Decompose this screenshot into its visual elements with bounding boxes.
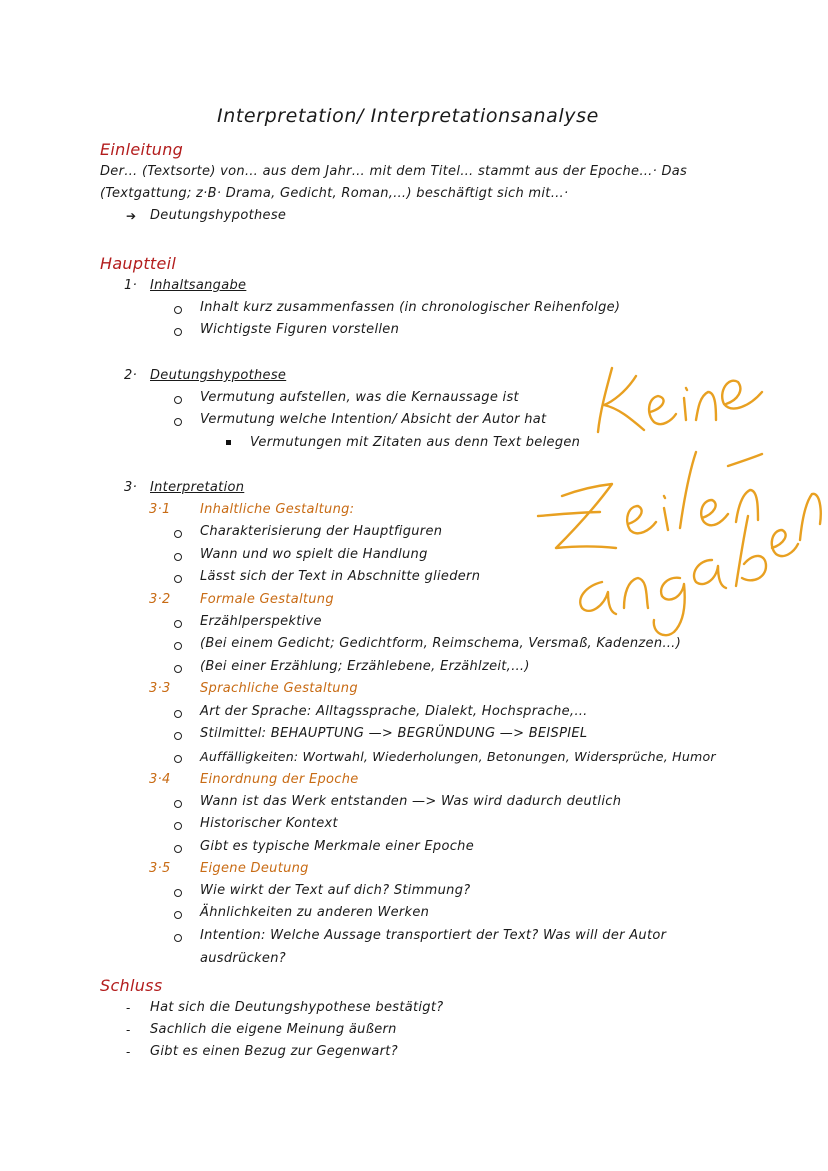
schluss-item: Sachlich die eigene Meinung äußern — [150, 1022, 397, 1037]
section-2-item: Vermutung welche Intention/ Absicht der Autor hat — [200, 412, 547, 427]
subsection-3-2-item: (Bei einem Gedicht; Gedichtform, Reimschema, Versmaß, Kadenzen…) — [200, 636, 682, 651]
section-3-number: 3· — [124, 480, 138, 495]
subsection-3-4-item: Historischer Kontext — [200, 816, 338, 831]
page-title: Interpretation/ Interpretationsanalyse — [217, 105, 599, 127]
einleitung-line-1: Der… (Textsorte) von… aus dem Jahr… mit dem Titel… stammt aus der Epoche…· Das — [100, 164, 688, 179]
subsection-3-5-number: 3·5 — [149, 861, 171, 876]
subsection-3-3-title: Sprachliche Gestaltung — [200, 681, 358, 696]
dash-bullet-icon: - — [126, 1023, 131, 1037]
schluss-heading: Schluss — [100, 976, 163, 995]
subsection-3-4-number: 3·4 — [149, 772, 171, 787]
subsection-3-2-item: (Bei einer Erzählung; Erzählebene, Erzählzeit,…) — [200, 659, 530, 674]
subsection-3-1-item: Wann und wo spielt die Handlung — [200, 547, 428, 562]
subsection-3-2-item: Erzählperspektive — [200, 614, 322, 629]
subsection-3-1-item: Charakterisierung der Hauptfiguren — [200, 524, 443, 539]
dash-bullet-icon: - — [126, 1045, 131, 1059]
subsection-3-5-item: Ähnlichkeiten zu anderen Werken — [200, 905, 430, 920]
subsection-3-3-item: Auffälligkeiten: Wortwahl, Wiederholungen, Betonungen, Widersprüche, Humor — [200, 749, 716, 764]
subsection-3-4-item: Gibt es typische Merkmale einer Epoche — [200, 839, 475, 854]
einleitung-line-2: (Textgattung; z·B· Drama, Gedicht, Roman,…) beschäftigt sich mit…· — [100, 186, 569, 201]
schluss-item: Hat sich die Deutungshypothese bestätigt? — [150, 1000, 444, 1015]
section-1-number: 1· — [124, 278, 138, 293]
subsection-3-2-title: Formale Gestaltung — [200, 592, 334, 607]
subsection-3-3-number: 3·3 — [149, 681, 171, 696]
section-2-number: 2· — [124, 368, 138, 383]
dash-bullet-icon: - — [126, 1001, 131, 1015]
section-2-item: Vermutung aufstellen, was die Kernaussage ist — [200, 390, 519, 405]
section-1-item: Wichtigste Figuren vorstellen — [200, 322, 400, 337]
subsection-3-3-item: Stilmittel: BEHAUPTUNG —> BEGRÜNDUNG —> BEISPIEL — [200, 726, 588, 741]
section-3-title: Interpretation — [150, 480, 245, 495]
section-1-title: Inhaltsangabe — [150, 278, 247, 293]
subsection-3-1-item: Lässt sich der Text in Abschnitte gliedern — [200, 569, 481, 584]
hauptteil-heading: Hauptteil — [100, 254, 177, 273]
subsection-3-5-title: Eigene Deutung — [200, 861, 309, 876]
subsection-3-5-item: Intention: Welche Aussage transportiert der Text? Was will der Autor — [200, 928, 667, 943]
subsection-3-4-item: Wann ist das Werk entstanden —> Was wird dadurch deutlich — [200, 794, 622, 809]
section-1-item: Inhalt kurz zusammenfassen (in chronologischer Reihenfolge) — [200, 300, 621, 315]
subsection-3-1-number: 3·1 — [149, 502, 171, 517]
subsection-3-5-item: Wie wirkt der Text auf dich? Stimmung? — [200, 883, 471, 898]
subsection-3-2-number: 3·2 — [149, 592, 171, 607]
subsection-3-4-title: Einordnung der Epoche — [200, 772, 359, 787]
arrow-icon: ➔ — [126, 209, 137, 223]
subsection-3-3-item: Art der Sprache: Alltagssprache, Dialekt, Hochsprache,… — [200, 704, 588, 719]
subsection-3-1-title: Inhaltliche Gestaltung: — [200, 502, 355, 517]
subsection-3-5-continuation: ausdrücken? — [200, 951, 286, 966]
einleitung-heading: Einleitung — [100, 140, 184, 159]
schluss-item: Gibt es einen Bezug zur Gegenwart? — [150, 1044, 398, 1059]
einleitung-arrow-item: Deutungshypothese — [150, 208, 287, 223]
section-2-subitem: Vermutungen mit Zitaten aus denn Text belegen — [250, 435, 581, 450]
section-2-title: Deutungshypothese — [150, 368, 287, 383]
